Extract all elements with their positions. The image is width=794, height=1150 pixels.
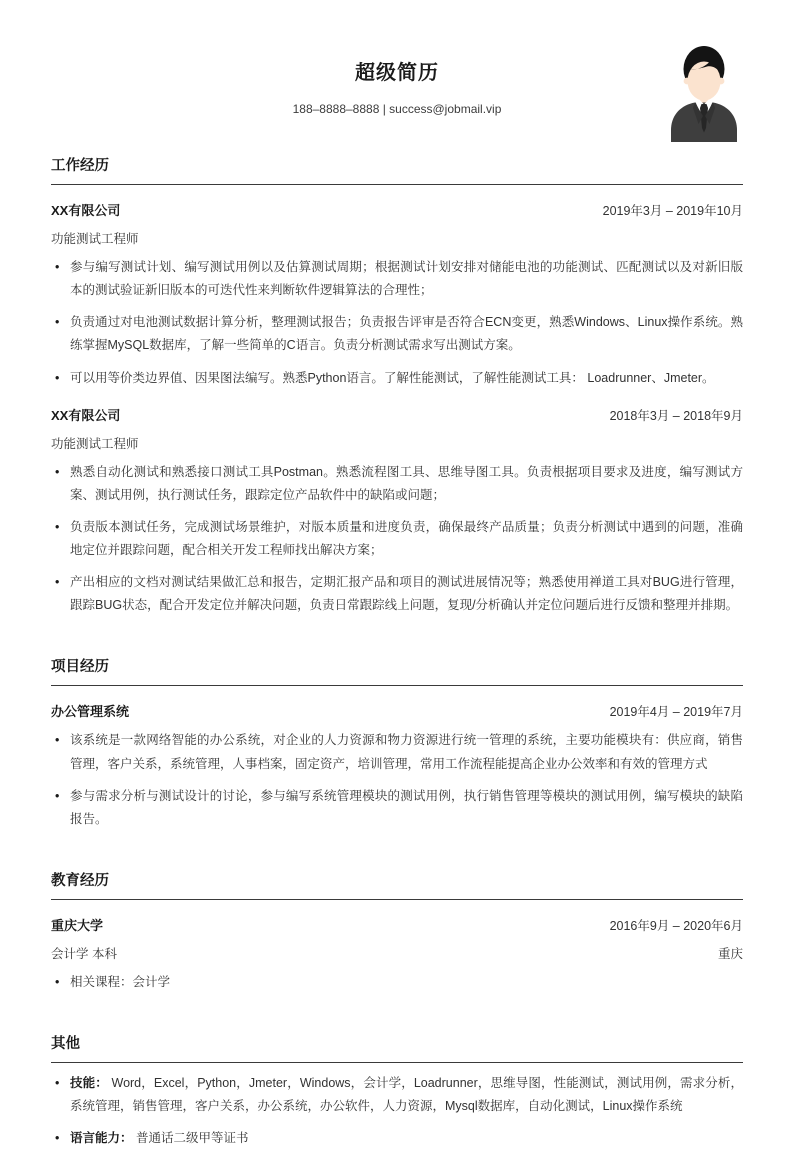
language-label: 语言能力：: [70, 1131, 133, 1146]
section-education: [51, 869, 743, 994]
date-range: 2019年4月 – 2019年7月: [609, 705, 743, 720]
bullet-list: [51, 256, 743, 390]
profile-avatar: [670, 44, 738, 142]
entry-sub-row: [51, 434, 743, 452]
page-title: 超级简历: [355, 62, 439, 84]
section-title: 工作经历: [51, 154, 743, 185]
bullet-list: [51, 461, 743, 618]
language-text: 普通话二级甲等证书: [132, 1131, 249, 1146]
section-title: 其他: [51, 1032, 743, 1063]
work-entry: [51, 200, 743, 390]
bullet-item-language: [51, 1127, 743, 1150]
work-entry: [51, 405, 743, 618]
bullet-item: • 参与编写测试计划、编写测试用例以及估算测试周期；根据测试计划安排对储能电池的功能测试、匹配测试以及对新旧版本的测试验证新旧版本的可迭代性来判断软件逻辑算法的合理性；: [51, 256, 743, 302]
bullet-list: [51, 1072, 743, 1150]
bullet-item: • 熟悉自动化测试和熟悉接口测试工具Postman。熟悉流程图工具、思维导图工具。负责根据项目要求及进度，编写测试方案、测试用例，执行测试任务，跟踪定位产品软件中的缺陷或问题；: [51, 461, 743, 507]
section-project-experience: [51, 655, 743, 831]
company-name: XX有限公司: [51, 407, 121, 423]
date-range: 2016年9月 – 2020年6月: [609, 918, 743, 933]
entry-header-row: [51, 200, 743, 219]
entry-sub-row: [51, 229, 743, 247]
job-title: 功能测试工程师: [51, 436, 139, 451]
major-degree: 会计学 本科: [51, 946, 117, 961]
bullet-item: • 参与需求分析与测试设计的讨论，参与编写系统管理模块的测试用例，执行销售管理等模块的测试用例，编写模块的缺陷报告。: [51, 785, 743, 831]
date-range: 2018年3月 – 2018年9月: [609, 408, 743, 423]
education-entry: [51, 915, 743, 994]
date-range: 2019年3月 – 2019年10月: [602, 204, 743, 218]
bullet-item-skills: [51, 1072, 743, 1118]
skills-text: Word，Excel，Python，Jmeter，Windows，会计学，Loadrunner，思维导图，性能测试，测试用例，需求分析，系统管理，销售管理，客户关系，办公系统，办公软件，人力资源，Mysql数据库，自动化测试，Linux操作系统: [70, 1076, 743, 1114]
project-entry: [51, 701, 743, 831]
section-work-experience: [51, 154, 743, 617]
bullet-list: [51, 971, 743, 994]
company-name: XX有限公司: [51, 203, 121, 218]
skills-label: 技能：: [70, 1076, 108, 1090]
job-title: 功能测试工程师: [51, 232, 139, 246]
resume-header: [51, 56, 743, 116]
bullet-item: • 可以用等价类边界值、因果图法编写。熟悉Python语言。了解性能测试，了解性能测试工具： Loadrunner、Jmeter。: [51, 367, 743, 390]
entry-sub-row: [51, 944, 743, 962]
section-title: 项目经历: [51, 655, 743, 686]
school-name: 重庆大学: [51, 917, 104, 933]
entry-header-row: [51, 701, 743, 720]
school-location: 重庆: [717, 946, 743, 961]
bullet-item: • 负责版本测试任务，完成测试场景维护，对版本质量和进度负责，确保最终产品质量；负责分析测试中遇到的问题，准确地定位并跟踪问题，配合相关开发工程师找出解决方案；: [51, 516, 743, 562]
bullet-item: • 产出相应的文档对测试结果做汇总和报告，定期汇报产品和项目的测试进展情况等；熟悉使用禅道工具对BUG进行管理，跟踪BUG状态，配合开发定位并解决问题，负责日常跟踪线上问题，复现/分析确认并定位问题后进行反馈和整理并排期。: [51, 571, 743, 617]
contact-info: 188–8888–8888 | success@jobmail.vip: [292, 102, 502, 116]
bullet-list: [51, 729, 743, 831]
bullet-item: • 相关课程：会计学: [51, 971, 743, 994]
section-title: 教育经历: [51, 869, 743, 900]
bullet-item: • 负责通过对电池测试数据计算分析，整理测试报告；负责报告评审是否符合ECN变更，熟悉Windows、Linux操作系统。熟练掌握MySQL数据库，了解一些简单的C语言。负责分析测试需求写出测试方案。: [51, 311, 743, 357]
entry-header-row: [51, 405, 743, 424]
entry-header-row: [51, 915, 743, 934]
section-other: [51, 1032, 743, 1150]
project-name: 办公管理系统: [51, 704, 130, 720]
bullet-item: • 该系统是一款网络智能的办公系统，对企业的人力资源和物力资源进行统一管理的系统，主要功能模块有：供应商，销售管理，客户关系，系统管理，人事档案，固定资产，培训管理，常用工作流程能提高企业办公效率和有效的管理方式: [51, 729, 743, 775]
